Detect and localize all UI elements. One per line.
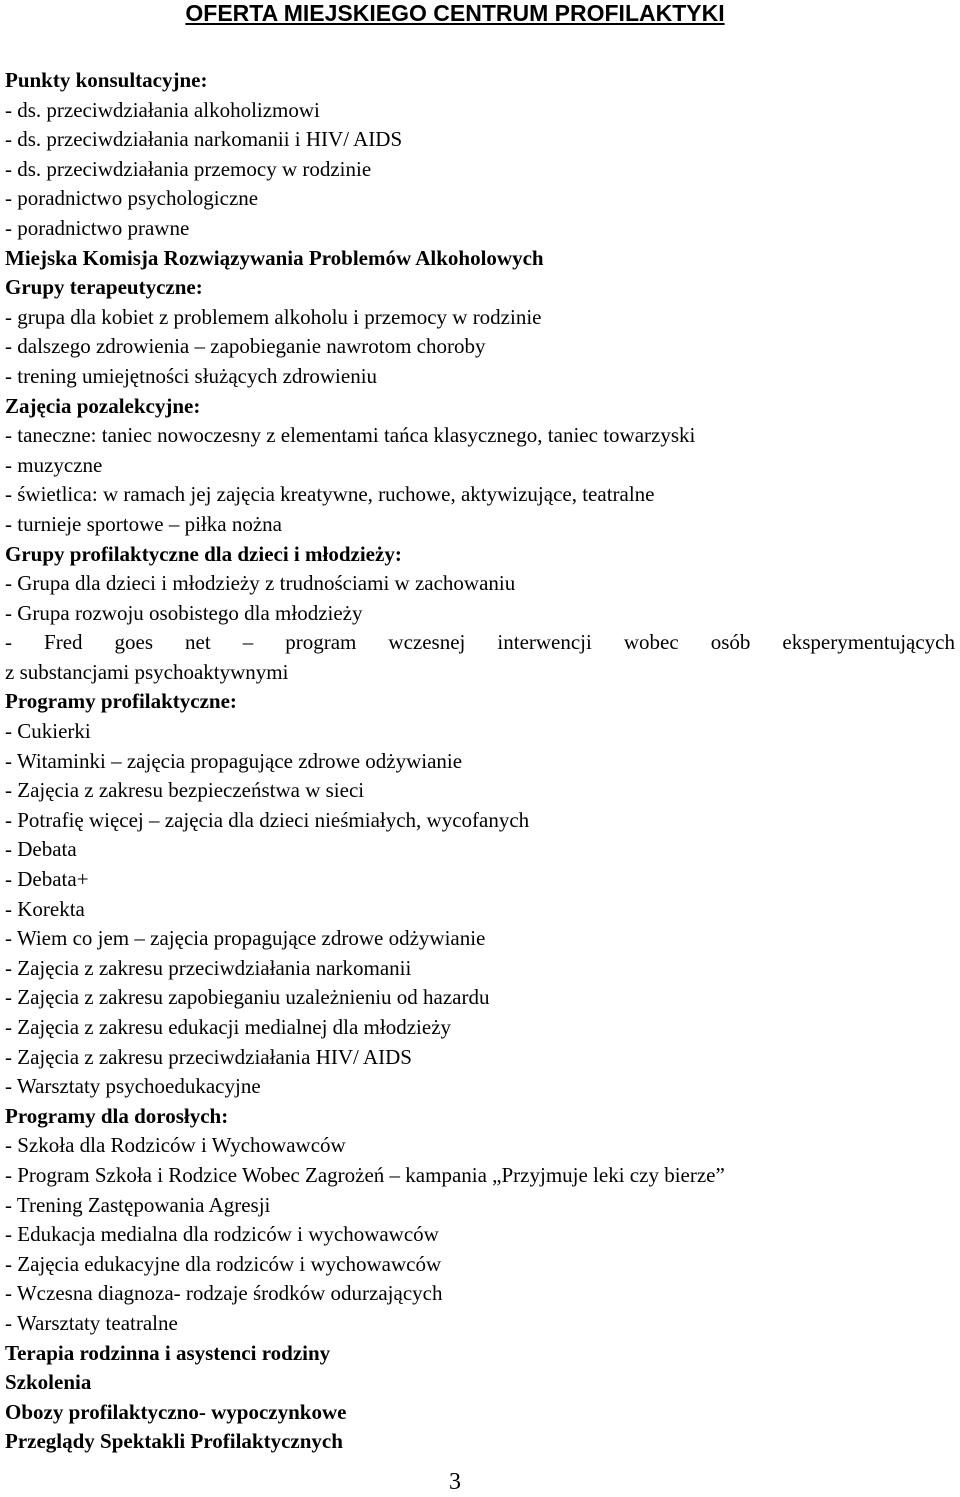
section-heading: Grupy profilaktyczne dla dzieci i młodzieży:	[5, 541, 402, 566]
section-heading: Programy dla dorosłych:	[5, 1103, 229, 1128]
section-heading: Miejska Komisja Rozwiązywania Problemów Alkoholowych	[5, 245, 544, 270]
list-item: - Program Szkoła i Rodzice Wobec Zagrożeń – kampania „Przyjmuje leki czy bierze”	[5, 1162, 725, 1187]
list-item: - Warsztaty psychoedukacyjne	[5, 1074, 261, 1099]
list-item: - Trening Zastępowania Agresji	[5, 1192, 271, 1217]
section-heading: Punkty konsultacyjne:	[5, 68, 208, 92]
list-item: - Potrafię więcej – zajęcia dla dzieci nieśmiałych, wycofanych	[5, 807, 530, 832]
list-item: - poradnictwo prawne	[5, 215, 190, 240]
list-item: - ds. przeciwdziałania narkomanii i HIV/ AIDS	[5, 127, 403, 152]
list-item: - turnieje sportowe – piłka nożna	[5, 511, 282, 536]
section-heading: Programy profilaktyczne:	[5, 689, 237, 714]
list-item: - Debata+	[5, 867, 89, 892]
list-item: - Warsztaty teatralne	[5, 1310, 178, 1335]
section-heading: Szkolenia	[5, 1370, 92, 1395]
list-item: - Zajęcia z zakresu przeciwdziałania narkomanii	[5, 955, 412, 980]
section-heading: Obozy profilaktyczno- wypoczynkowe	[5, 1399, 347, 1424]
list-item: - Wczesna diagnoza- rodzaje środków odurzających	[5, 1281, 443, 1306]
section-heading: Zajęcia pozalekcyjne:	[5, 393, 201, 418]
list-item: - świetlica: w ramach jej zajęcia kreatywne, ruchowe, aktywizujące, teatralne	[5, 482, 655, 507]
list-item: - Szkoła dla Rodziców i Wychowawców	[5, 1133, 346, 1158]
list-item: - Zajęcia edukacyjne dla rodziców i wychowawców	[5, 1251, 442, 1276]
list-item: - Fred goes net – program wczesnej interwencji wobec osób eksperymentujących	[5, 630, 955, 655]
list-item: - taneczne: taniec nowoczesny z elementami tańca klasycznego, taniec towarzyski	[5, 423, 696, 448]
list-item: - poradnictwo psychologiczne	[5, 186, 259, 211]
list-item: - Zajęcia z zakresu zapobieganiu uzależnieniu od hazardu	[5, 985, 490, 1010]
page-number: 3	[449, 1469, 461, 1495]
section-heading: Grupy terapeutyczne:	[5, 275, 203, 300]
list-item: - trening umiejętności służących zdrowieniu	[5, 363, 378, 388]
list-item: - muzyczne	[5, 452, 103, 477]
list-item: - Cukierki	[5, 719, 91, 744]
list-item: - Zajęcia z zakresu przeciwdziałania HIV/ AIDS	[5, 1044, 412, 1069]
page-title: OFERTA MIEJSKIEGO CENTRUM PROFILAKTYKI	[185, 0, 725, 26]
list-item: - Witaminki – zajęcia propagujące zdrowe odżywianie	[5, 748, 463, 773]
list-item: - ds. przeciwdziałania przemocy w rodzinie	[5, 156, 372, 181]
list-item: - grupa dla kobiet z problemem alkoholu i przemocy w rodzinie	[5, 304, 542, 329]
list-item: - ds. przeciwdziałania alkoholizmowi	[5, 97, 320, 122]
list-item: - Grupa dla dzieci i młodzieży z trudnościami w zachowaniu	[5, 571, 516, 596]
list-item: - Wiem co jem – zajęcia propagujące zdrowe odżywianie	[5, 926, 486, 951]
list-item: - Debata	[5, 837, 77, 862]
list-item: - Zajęcia z zakresu bezpieczeństwa w sieci	[5, 778, 365, 803]
offer-list	[5, 66, 955, 1457]
section-heading: Przeglądy Spektakli Profilaktycznych	[5, 1429, 343, 1454]
list-item: - Edukacja medialna dla rodziców i wychowawców	[5, 1222, 439, 1247]
section-heading: Terapia rodzinna i asystenci rodziny	[5, 1340, 331, 1365]
list-item: - Zajęcia z zakresu edukacji medialnej dla młodzieży	[5, 1015, 452, 1039]
list-item: - dalszego zdrowienia – zapobieganie nawrotom choroby	[5, 334, 486, 359]
list-item: - Grupa rozwoju osobistego dla młodzieży	[5, 600, 363, 625]
list-item: z substancjami psychoaktywnymi	[5, 659, 289, 684]
list-item: - Korekta	[5, 896, 85, 921]
